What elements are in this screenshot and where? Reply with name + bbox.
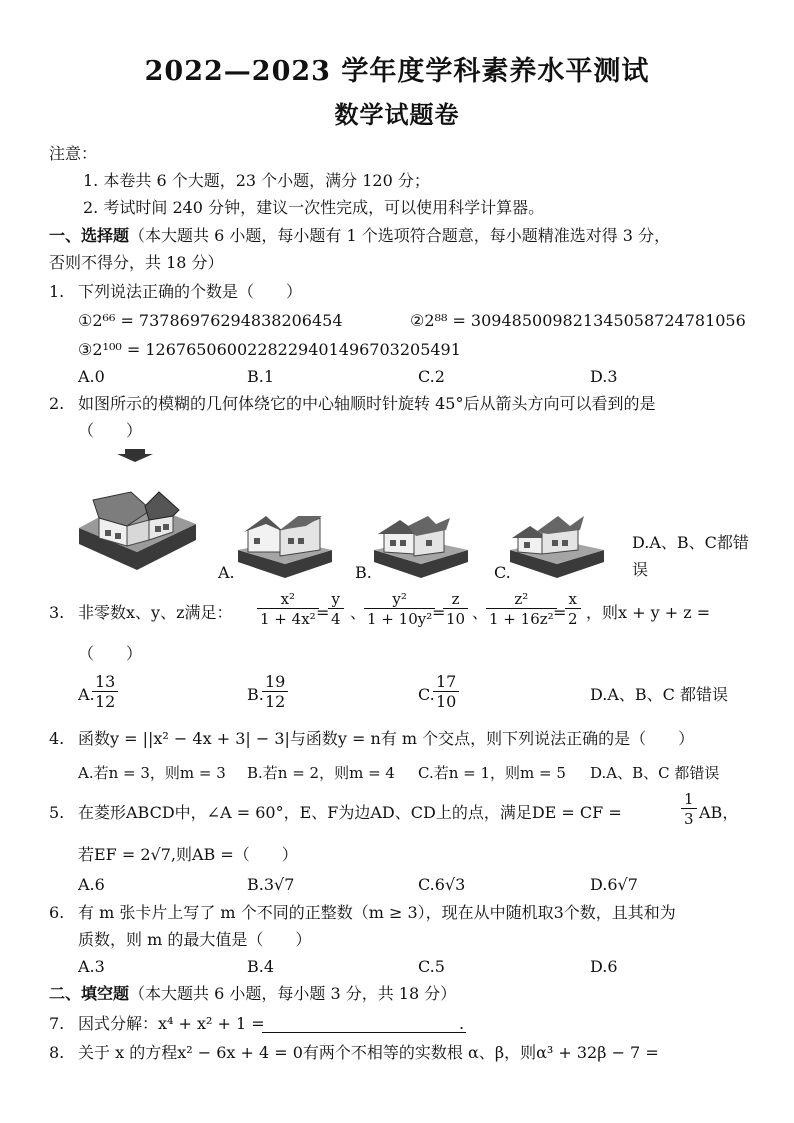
q6-option-b: B.4 xyxy=(247,957,275,976)
equals-sign: = xyxy=(432,603,446,622)
page-subtitle: 数学试题卷 xyxy=(334,100,460,129)
q6-line2: 质数，则 m 的最大值是（ ） xyxy=(78,930,312,949)
q5-option-c: C.6√3 xyxy=(418,875,466,894)
fraction-numerator: 17 xyxy=(436,672,457,691)
q1-statement-1: ①2⁶⁶ = 73786976294838206454 xyxy=(78,311,343,330)
q3-option-a-fraction xyxy=(92,673,118,711)
q1-option-b: B.1 xyxy=(247,367,275,386)
option-a-figure xyxy=(236,512,334,580)
fraction-denominator: 10 xyxy=(433,691,459,711)
q6-option-c: C.5 xyxy=(418,957,445,976)
q5-option-d: D.6√7 xyxy=(590,875,638,894)
q3-fraction xyxy=(364,590,435,628)
q2-label-a: A. xyxy=(218,563,235,582)
fraction-denominator: 10 xyxy=(443,608,468,628)
q2-paren: （ ） xyxy=(78,421,143,440)
question-number: 2. xyxy=(49,394,65,413)
fraction-numerator: x² xyxy=(280,590,296,608)
q2-label-c: C. xyxy=(494,563,511,582)
fraction-denominator: 1 + 16z² xyxy=(486,608,557,628)
q6-option-d: D.6 xyxy=(590,957,618,976)
q4-option-d: D.A、B、C 都错误 xyxy=(590,764,720,782)
fraction-denominator: 1 + 10y² xyxy=(364,608,435,628)
q1-stem: 下列说法正确的个数是（ ） xyxy=(78,282,303,301)
q4-option-b: B.若n = 2，则m = 4 xyxy=(247,764,395,782)
fraction-numerator: 13 xyxy=(95,672,116,691)
fraction-numerator: 1 xyxy=(684,790,694,808)
blurred-solid-figure xyxy=(75,480,200,572)
q3-fraction xyxy=(443,590,468,628)
question-number: 5. xyxy=(49,803,65,822)
q1-option-d: D.3 xyxy=(590,367,618,386)
q1-option-a: A.0 xyxy=(78,367,105,386)
fraction-numerator: x xyxy=(568,590,577,608)
q3-fraction xyxy=(257,590,319,628)
option-c-figure xyxy=(508,512,606,580)
q5-stem-tail: AB， xyxy=(699,803,739,822)
q3-option-a-label: A. xyxy=(78,685,95,704)
q3-fraction xyxy=(565,590,581,628)
q2-option-d-cont: 误 xyxy=(632,560,649,579)
q8-stem: 关于 x 的方程x² − 6x + 4 = 0有两个不相等的实数根 α、β，则α³ + 32β − 7 = xyxy=(78,1043,659,1062)
q4-option-c: C.若n = 1，则m = 5 xyxy=(418,764,566,782)
q3-option-b-fraction xyxy=(262,673,288,711)
equals-sign: = xyxy=(316,603,330,622)
fraction-denominator: 4 xyxy=(328,608,344,628)
q5-stem: 在菱形ABCD中，∠A = 60°，E、F为边AD、CD上的点，满足DE = CF = xyxy=(78,803,622,822)
q2-option-d: D.A、B、C都错 xyxy=(632,533,749,552)
note-item: 1. 本卷共 6 个大题，23 个小题，满分 120 分； xyxy=(83,171,430,190)
section1-heading: 一、选择题 xyxy=(49,226,130,245)
separator: 、 xyxy=(472,603,489,622)
fraction-numerator: z xyxy=(451,590,460,608)
question-number: 4. xyxy=(49,729,65,748)
q5-line2: 若EF = 2√7,则AB =（ ） xyxy=(78,845,298,864)
section2-desc: （本大题共 6 小题，每小题 3 分，共 18 分） xyxy=(129,984,457,1003)
fraction-numerator: z² xyxy=(514,590,529,608)
q5-option-b: B.3√7 xyxy=(247,875,295,894)
q2-label-b: B. xyxy=(355,563,372,582)
q5-fraction xyxy=(681,790,697,828)
section1-desc-cont: 否则不得分，共 18 分） xyxy=(49,253,224,272)
page-title: 2022—2023 学年度学科素养水平测试 xyxy=(144,56,650,87)
q3-stem: 非零数x、y、z满足： xyxy=(78,603,233,622)
q3-fraction xyxy=(328,590,344,628)
fraction-numerator: y xyxy=(331,590,341,608)
fraction-denominator: 2 xyxy=(565,608,581,628)
separator: 、 xyxy=(350,603,367,622)
q1-statement-2: ②2⁸⁸ = 309485009821345058724781056 xyxy=(410,311,746,330)
q3-fraction xyxy=(486,590,557,628)
fraction-denominator: 1 + 4x² xyxy=(257,608,319,628)
q3-option-c-label: C. xyxy=(418,685,435,704)
q7-end: . xyxy=(459,1014,465,1033)
note-item: 2. 考试时间 240 分钟，建议一次性完成，可以使用科学计算器。 xyxy=(83,198,545,217)
fraction-denominator: 12 xyxy=(262,691,288,711)
question-number: 3. xyxy=(49,603,65,622)
question-number: 8. xyxy=(49,1043,65,1062)
question-number: 1. xyxy=(49,282,65,301)
section2-header xyxy=(49,984,456,1004)
q3-option-d: D.A、B、C 都错误 xyxy=(590,685,728,704)
view-arrow-icon xyxy=(115,449,155,463)
fraction-numerator: 19 xyxy=(265,672,286,691)
q6-stem: 有 m 张卡片上写了 m 个不同的正整数（m ≥ 3），现在从中随机取3个数，且其和为 xyxy=(78,903,676,922)
q1-option-c: C.2 xyxy=(418,367,445,386)
option-b-figure xyxy=(372,512,470,580)
section2-heading: 二、填空题 xyxy=(49,984,130,1003)
section1-header xyxy=(49,226,670,246)
q1-statement-3: ③2¹⁰⁰ = 1267650600228229401496703205491 xyxy=(78,340,461,359)
question-number: 6. xyxy=(49,903,65,922)
equals-sign: = xyxy=(553,603,567,622)
q4-stem: 函数y = ||x² − 4x + 3| − 3|与函数y = n有 m 个交点，则下列说法正确的是（ ） xyxy=(78,729,695,748)
answer-blank[interactable] xyxy=(262,1031,466,1033)
section1-desc: （本大题共 6 小题，每小题有 1 个选项符合题意，每小题精准选对得 3 分， xyxy=(129,226,671,245)
fraction-numerator: y² xyxy=(392,590,407,608)
q3-paren: （ ） xyxy=(78,644,143,663)
q2-stem: 如图所示的模糊的几何体绕它的中心轴顺时针旋转 45°后从箭头方向可以看到的是 xyxy=(78,394,656,413)
fraction-denominator: 12 xyxy=(92,691,118,711)
q5-option-a: A.6 xyxy=(78,875,105,894)
q3-option-b-label: B. xyxy=(247,685,264,704)
q7-stem: 因式分解：x⁴ + x² + 1 = xyxy=(78,1014,265,1033)
q3-tail: ，则x + y + z = xyxy=(586,603,711,622)
q6-option-a: A.3 xyxy=(78,957,105,976)
question-number: 7. xyxy=(49,1014,65,1033)
q3-option-c-fraction xyxy=(433,673,459,711)
notes-heading: 注意： xyxy=(49,144,98,163)
q4-option-a: A.若n = 3，则m = 3 xyxy=(78,764,226,782)
fraction-denominator: 3 xyxy=(681,808,697,828)
